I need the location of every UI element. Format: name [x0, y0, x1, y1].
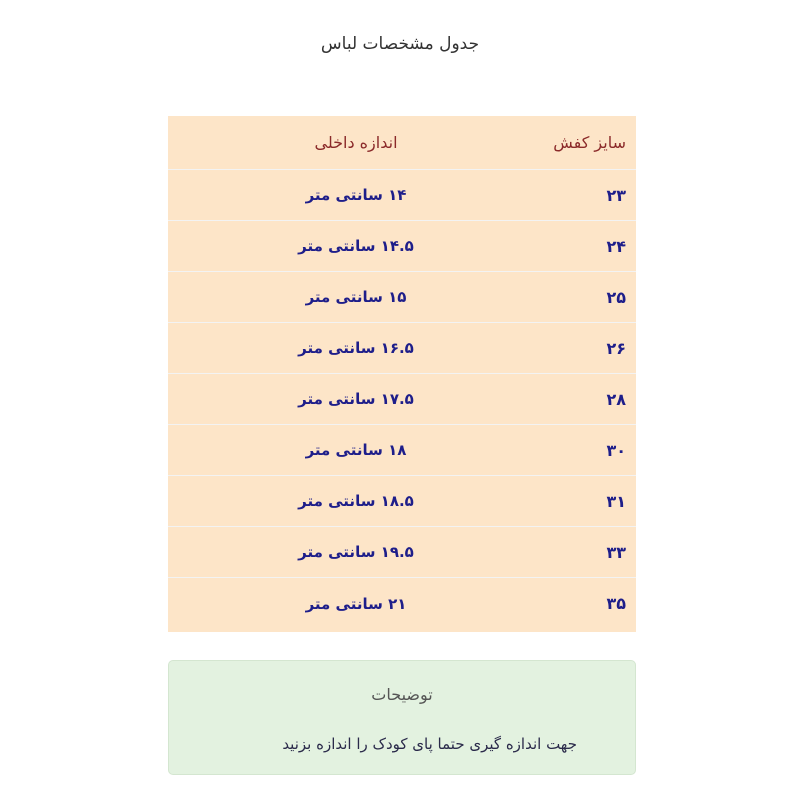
header-inner-size: اندازه داخلی	[314, 133, 398, 152]
inner-size-cell: ۱۹.۵ سانتی متر	[298, 543, 414, 561]
table-row	[168, 527, 636, 578]
inner-size-cell: ۱۷.۵ سانتی متر	[298, 390, 414, 408]
inner-size-cell: ۱۶.۵ سانتی متر	[298, 339, 414, 357]
inner-size-cell: ۱۸.۵ سانتی متر	[298, 492, 414, 510]
page-title: جدول مشخصات لباس	[320, 34, 480, 54]
inner-size-cell: ۲۱ سانتی متر	[305, 594, 407, 613]
table-row	[168, 221, 636, 272]
table-header-row	[168, 116, 636, 170]
table-row	[168, 374, 636, 425]
shoe-size-cell: ۲۶	[606, 338, 626, 358]
inner-size-cell: ۱۵ سانتی متر	[305, 288, 407, 306]
table-row	[168, 476, 636, 527]
inner-size-cell: ۱۴ سانتی متر	[305, 186, 407, 204]
shoe-size-cell: ۲۳	[606, 185, 626, 205]
shoe-size-cell: ۳۱	[606, 491, 626, 511]
notes-box	[168, 660, 636, 775]
table-row	[168, 272, 636, 323]
shoe-size-cell: ۲۸	[606, 389, 626, 409]
shoe-size-cell: ۳۵	[606, 594, 626, 613]
notes-title: توضیحات	[371, 685, 433, 704]
shoe-size-cell: ۲۵	[606, 287, 626, 307]
table-row	[168, 323, 636, 374]
table-row	[168, 578, 636, 629]
table-row	[168, 170, 636, 221]
shoe-size-cell: ۲۴	[606, 236, 626, 256]
inner-size-cell: ۱۴.۵ سانتی متر	[298, 237, 414, 255]
size-table	[168, 116, 636, 632]
table-row	[168, 425, 636, 476]
header-shoe-size: سایز کفش	[553, 133, 626, 152]
shoe-size-cell: ۳۳	[606, 542, 626, 562]
inner-size-cell: ۱۸ سانتی متر	[305, 441, 407, 459]
shoe-size-cell: ۳۰	[606, 440, 626, 460]
notes-text: جهت اندازه گیری حتما پای کودک را اندازه بزنید	[282, 735, 577, 753]
